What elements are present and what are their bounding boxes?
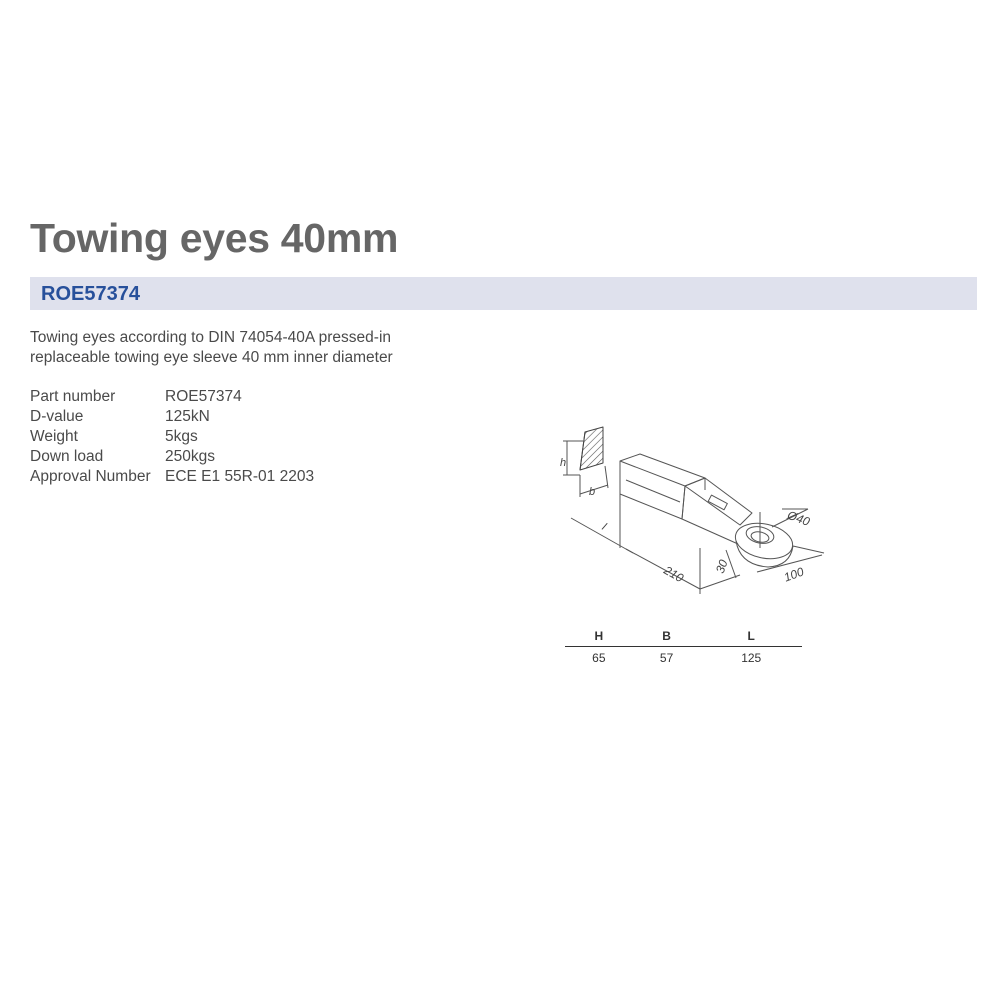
- spec-label: Approval Number: [30, 468, 151, 485]
- spec-row: [30, 407, 314, 427]
- width-dimension-label: b: [589, 486, 596, 498]
- length-dimension-label: l: [599, 521, 609, 533]
- dimension-value-h: 65: [592, 651, 606, 665]
- length-dimension-210: [626, 548, 700, 594]
- width-dimension: [580, 466, 608, 498]
- spec-label: Part number: [30, 388, 116, 405]
- length-210-label: 210: [661, 563, 686, 586]
- neck-icon: [682, 478, 752, 544]
- towing-eye-drawing-icon: [545, 420, 835, 605]
- length-dimension-l: [571, 494, 633, 553]
- spec-label: Down load: [30, 448, 104, 465]
- thickness-30-label: 30: [712, 557, 731, 576]
- spec-row: [30, 447, 314, 467]
- diameter-40-label: Ø40: [785, 507, 812, 529]
- spec-label: D-value: [30, 408, 84, 425]
- dimension-table: [565, 626, 802, 669]
- page-title: Towing eyes 40mm: [30, 215, 399, 261]
- spec-row: [30, 467, 314, 487]
- height-dimension-label: h: [560, 457, 567, 469]
- dimension-header-b: B: [633, 626, 701, 647]
- dimension-header-l: L: [700, 626, 802, 647]
- spec-table: [30, 387, 314, 487]
- spec-row: [30, 427, 314, 447]
- product-code-bar: [30, 277, 977, 310]
- diameter-dimension: [772, 508, 812, 529]
- spec-value: 125kN: [165, 408, 210, 425]
- spec-value: ECE E1 55R-01 2203: [165, 468, 315, 485]
- spec-value: 250kgs: [165, 448, 215, 465]
- dimension-value-l: 125: [741, 651, 762, 665]
- cross-section-icon: [575, 424, 607, 474]
- spec-label: Weight: [30, 428, 78, 445]
- dimension-header-row: [565, 626, 802, 647]
- spec-row: [30, 387, 314, 407]
- spec-value: 5kgs: [165, 428, 198, 445]
- thickness-dimension: [700, 550, 740, 589]
- shank-icon: [620, 454, 705, 519]
- width-100-label: 100: [782, 564, 806, 585]
- product-code: ROE57374: [41, 283, 140, 305]
- spec-value: ROE57374: [165, 388, 242, 405]
- dimension-value-row: [565, 647, 802, 670]
- product-description: Towing eyes according to DIN 74054-40A pressed-in replaceable towing eye sleeve 40 mm inner diameter: [30, 329, 393, 366]
- dimension-header-h: H: [565, 626, 633, 647]
- dimension-value-b: 57: [659, 651, 674, 665]
